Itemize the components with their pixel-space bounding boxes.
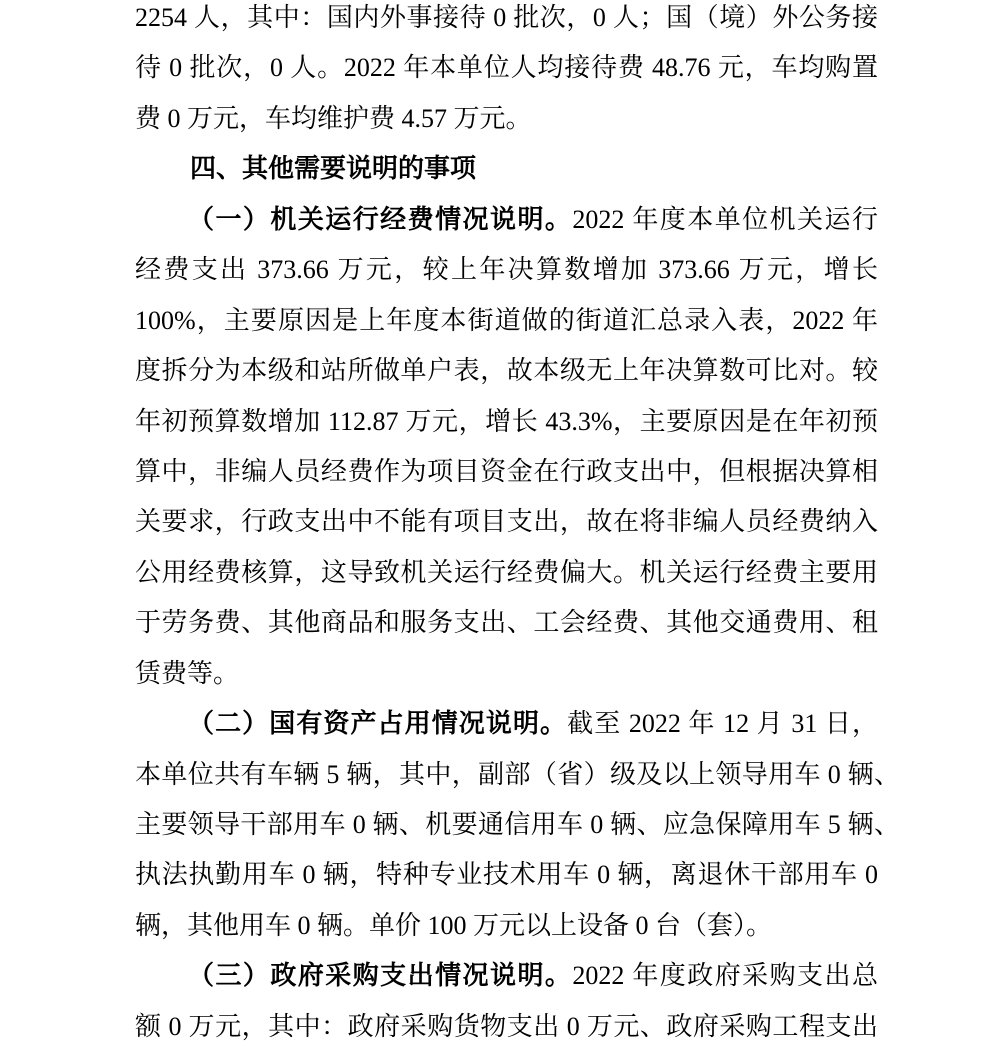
item-heading: （一）机关运行经费情况说明。: [188, 204, 573, 234]
text-line: 关要求，行政支出中不能有项目支出，故在将非编人员经费纳入: [135, 507, 878, 537]
text-line: [188, 961, 878, 991]
text-line: 主要领导干部用车 0 辆、机要通信用车 0 辆、应急保障用车 5 辆、: [135, 810, 900, 839]
text-line: 于劳务费、其他商品和服务支出、工会经费、其他交通费用、租: [135, 608, 878, 638]
text-line: 度拆分为本级和站所做单户表，故本级无上年决算数可比对。较: [135, 356, 878, 386]
section-heading-other-matters: [135, 154, 915, 184]
text-line: 公用经费核算，这导致机关运行经费偏大。机关运行经费主要用: [135, 557, 878, 587]
text-line: 费 0 万元，车均维护费 4.57 万元。: [135, 103, 532, 133]
text-line: 待 0 批次，0 人。2022 年本单位人均接待费 48.76 元，车均购置: [135, 53, 878, 83]
item-state-owned-assets: [135, 709, 915, 941]
text-run: 2022 年度政府采购支出总: [572, 961, 878, 991]
item-government-procurement: [135, 961, 915, 1041]
text-line: 100%，主要原因是上年度本街道做的街道汇总录入表，2022 年: [135, 305, 878, 335]
text-run: 截至 2022 年 12 月 31 日，: [567, 709, 878, 739]
text-line: 额 0 万元，其中：政府采购货物支出 0 万元、政府采购工程支出: [135, 1011, 878, 1041]
paragraph-reception-vehicle-costs: [135, 3, 915, 134]
text-line: 辆，其他用车 0 辆。单价 100 万元以上设备 0 台（套）。: [135, 910, 773, 940]
item-heading: （二）国有资产占用情况说明。: [188, 709, 568, 739]
text-run: 2022 年度本单位机关运行: [572, 204, 878, 234]
text-line: 算中，非编人员经费作为项目资金在行政支出中，但根据决算相: [135, 456, 878, 486]
text-line: 年初预算数增加 112.87 万元，增长 43.3%，主要原因是在年初预: [135, 406, 878, 436]
text-line: 本单位共有车辆 5 辆，其中，副部（省）级及以上领导用车 0 辆、: [135, 759, 900, 789]
document-body: [135, 3, 915, 1042]
section-heading: 四、其他需要说明的事项: [190, 154, 477, 184]
text-line: 执法执勤用车 0 辆，特种专业技术用车 0 辆，离退休干部用车 0: [135, 860, 878, 890]
text-line: 赁费等。: [135, 658, 240, 688]
text-line: 2254 人，其中：国内外事接待 0 批次，0 人；国（境）外公务接: [135, 3, 878, 32]
text-line: [188, 205, 878, 235]
item-heading: （三）政府采购支出情况说明。: [188, 961, 573, 991]
text-line: 经费支出 373.66 万元，较上年决算数增加 373.66 万元，增长: [135, 255, 878, 285]
item-office-operating-expenses: [135, 205, 915, 689]
text-line: [188, 709, 878, 739]
